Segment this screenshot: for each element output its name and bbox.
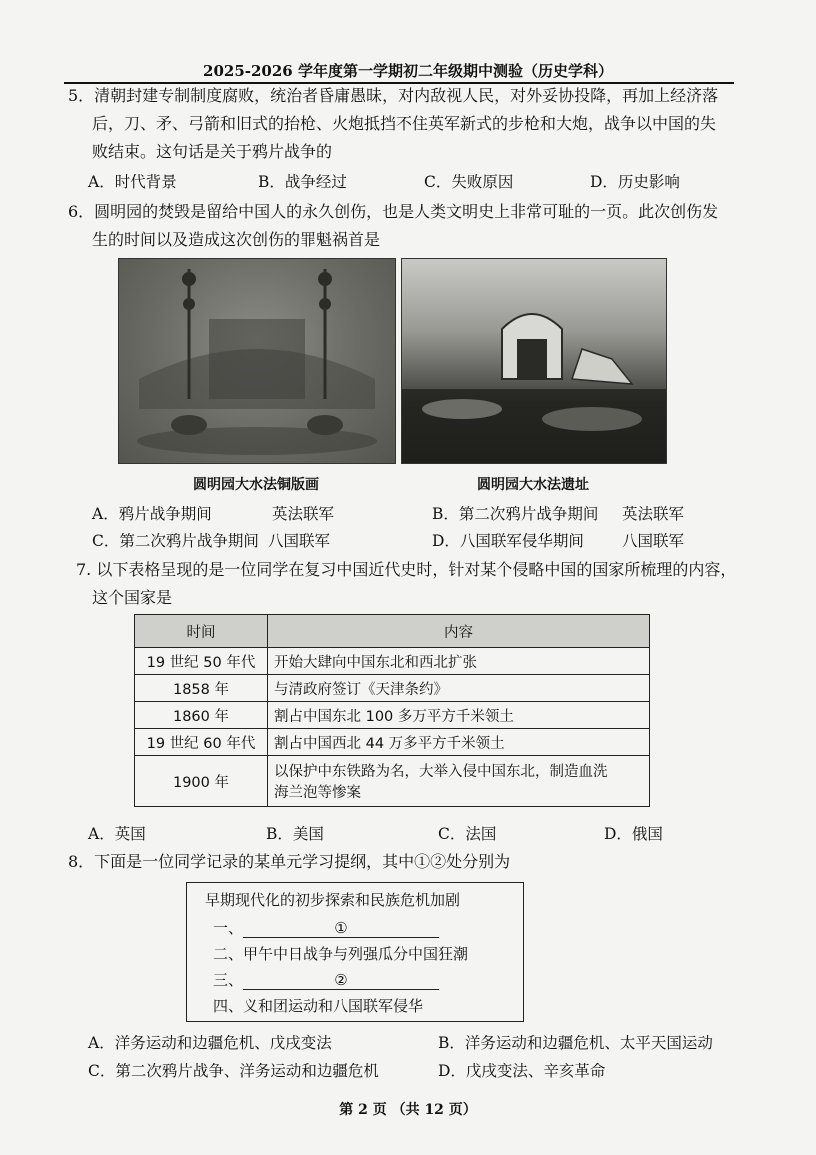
outline-item-1: [213, 917, 439, 938]
question-6-line-2: 生的时间以及造成这次创伤的罪魁祸首是: [92, 230, 381, 249]
table-cell-content-line-2: 海兰泡等惨案: [274, 785, 361, 801]
engraving-illustration: [119, 259, 395, 463]
table-cell-content: [268, 756, 650, 807]
table-cell-time: 1900 年: [135, 756, 268, 807]
question-7-option-c[interactable]: C．法国: [438, 825, 497, 843]
question-7-line-1: 7. 以下表格呈现的是一位同学在复习中国近代史时，针对某个侵略中国的国家所梳理的内容，: [76, 560, 737, 579]
question-7-line-2: 这个国家是: [92, 588, 173, 607]
outline-item-2: 二、甲午中日战争与列强瓜分中国狂潮: [213, 945, 469, 963]
question-8-option-c[interactable]: C．第二次鸦片战争、洋务运动和边疆危机: [88, 1062, 379, 1080]
caption-engraving: 圆明园大水法铜版画: [193, 477, 319, 493]
question-8-option-a[interactable]: A．洋务运动和边疆危机、戊戌变法: [88, 1034, 332, 1052]
outline-item-3: [213, 969, 439, 990]
table-cell-content: 开始大肆向中国东北和西北扩张: [268, 648, 650, 675]
question-7-option-b[interactable]: B．美国: [266, 825, 324, 843]
question-6: [68, 198, 740, 254]
question-6-option-a-answer[interactable]: 英法联军: [272, 505, 335, 523]
outline-item-1-prefix: 一、: [213, 919, 244, 937]
outline-item-3-prefix: 三、: [213, 971, 244, 989]
table-row: [135, 729, 650, 756]
study-outline-box: [186, 882, 524, 1022]
question-8-option-d[interactable]: D．戊戌变法、辛亥革命: [438, 1062, 606, 1080]
question-6-option-b-answer[interactable]: 英法联军: [622, 505, 685, 523]
question-5-line-3: 败结束。这句话是关于鸦片战争的: [92, 142, 333, 161]
history-table: [134, 614, 650, 807]
question-5-line-2: 后，刀、矛、弓箭和旧式的抬枪、火炮抵挡不住英军新式的步枪和大炮，战争以中国的失: [92, 114, 717, 133]
copperplate-engraving-image: [118, 258, 396, 464]
table-cell-content: 与清政府签订《天津条约》: [268, 675, 650, 702]
table-cell-content: 割占中国西北 44 万多平方千米领土: [268, 729, 650, 756]
table-cell-content-line-1: 以保护中东铁路为名，大举入侵中国东北，制造血洗: [274, 764, 608, 780]
question-6-option-d-answer[interactable]: 八国联军: [622, 532, 685, 550]
table-cell-time: 1858 年: [135, 675, 268, 702]
page-header: 2025-2026 学年度第一学期初二年级期中测验（历史学科）: [203, 62, 613, 80]
question-7: [76, 556, 748, 612]
question-8-line-1: 8．下面是一位同学记录的某单元学习提纲，其中①②处分别为: [68, 852, 511, 871]
outline-item-4: 四、义和团运动和八国联军侵华: [213, 997, 424, 1015]
question-5-option-b[interactable]: B．战争经过: [258, 173, 347, 191]
ruins-illustration: [402, 259, 666, 463]
table-header-row: [135, 615, 650, 648]
table-row: [135, 702, 650, 729]
table-row: [135, 648, 650, 675]
table-row: [135, 756, 650, 807]
question-8-option-b[interactable]: B．洋务运动和边疆危机、太平天国运动: [438, 1034, 713, 1052]
question-5: [68, 82, 740, 166]
question-7-option-a[interactable]: A．英国: [88, 825, 146, 843]
table-cell-content: 割占中国东北 100 多万平方千米领土: [268, 702, 650, 729]
question-5-option-d[interactable]: D．历史影响: [590, 173, 680, 191]
outline-title: 早期现代化的初步探索和民族危机加剧: [205, 891, 461, 909]
question-6-option-a[interactable]: A．鸦片战争期间: [92, 505, 212, 523]
question-6-option-b[interactable]: B．第二次鸦片战争期间: [432, 505, 599, 523]
ruins-photo-image: [401, 258, 667, 464]
table-cell-time: 19 世纪 50 年代: [135, 648, 268, 675]
table-row: [135, 675, 650, 702]
table-header-content: 内容: [268, 615, 650, 648]
question-6-line-1: 6．圆明园的焚毁是留给中国人的永久创伤，也是人类文明史上非常可耻的一页。此次创伤发: [68, 202, 719, 221]
question-6-option-d[interactable]: D．八国联军侵华期间: [432, 532, 584, 550]
table-cell-time: 19 世纪 60 年代: [135, 729, 268, 756]
question-7-option-d[interactable]: D．俄国: [604, 825, 663, 843]
question-5-option-c[interactable]: C．失败原因: [424, 173, 514, 191]
outline-blank-2: ②: [243, 971, 439, 990]
table-cell-time: 1860 年: [135, 702, 268, 729]
outline-blank-1: ①: [243, 919, 439, 938]
question-8: [68, 848, 740, 876]
table-header-time: 时间: [135, 615, 268, 648]
question-5-line-1: 5．清朝封建专制制度腐败，统治者昏庸愚昧，对内敌视人民，对外妥协投降，再加上经济落: [68, 86, 719, 105]
question-5-option-a[interactable]: A．时代背景: [88, 173, 177, 191]
question-6-option-c-answer[interactable]: 八国联军: [268, 532, 331, 550]
page-footer: 第 2 页 （共 12 页）: [339, 1102, 477, 1118]
caption-ruins: 圆明园大水法遗址: [477, 477, 589, 493]
question-6-option-c[interactable]: C．第二次鸦片战争期间: [92, 532, 259, 550]
